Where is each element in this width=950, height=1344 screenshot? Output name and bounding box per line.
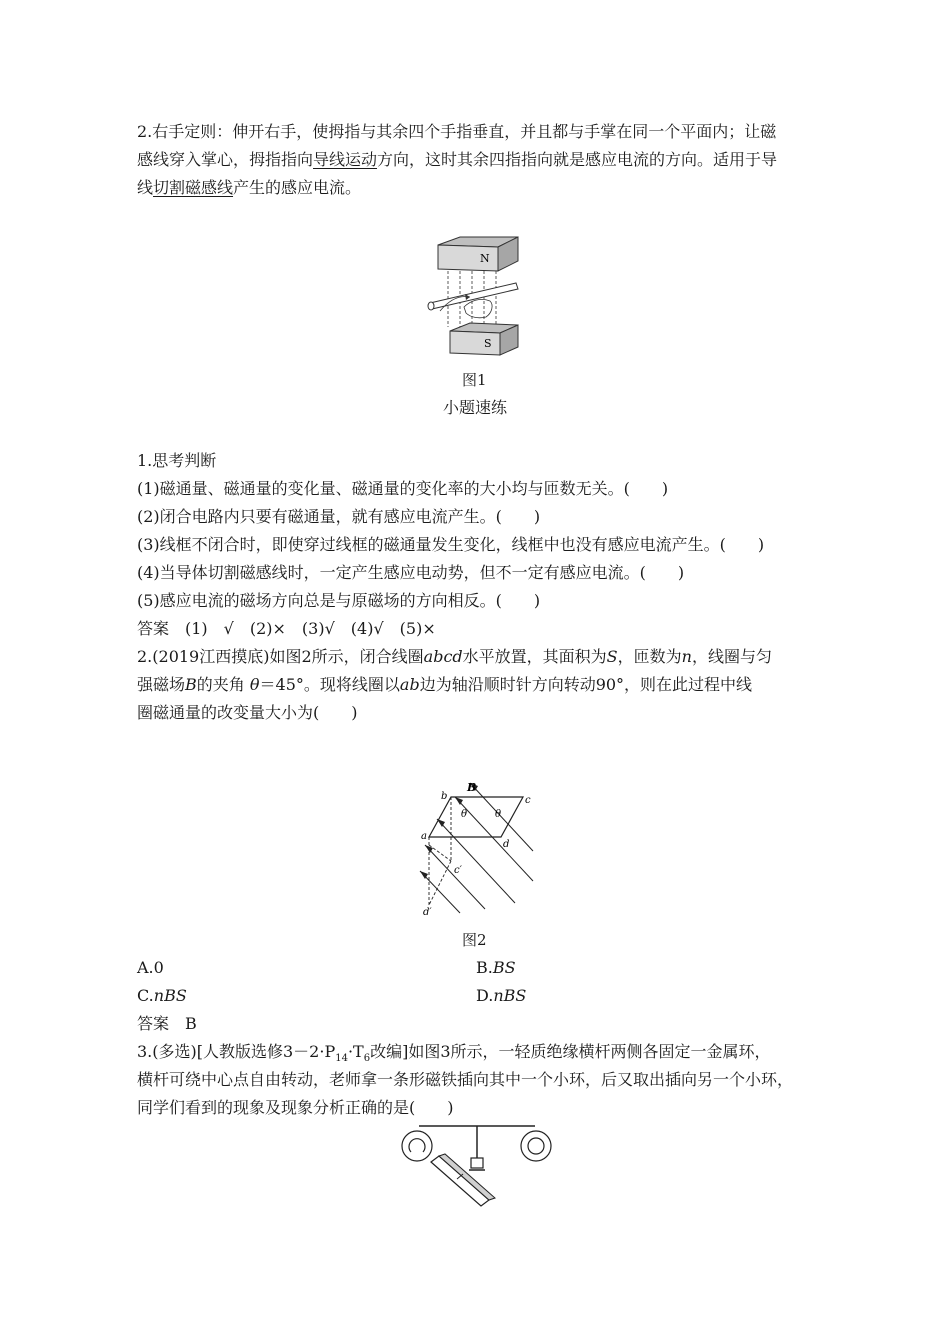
figure-3-rings-diagram xyxy=(395,1118,560,1218)
q1-title: 1.思考判断 xyxy=(137,451,217,470)
q1-item-3: (3)线框不闭合时，即使穿过线框的磁通量发生变化，线框中也没有感应电流产生。( ) xyxy=(137,535,765,554)
option-c: C.nBS xyxy=(137,986,187,1005)
figure-1-caption: 图1 xyxy=(462,371,487,389)
vertex-d-label: d xyxy=(503,839,510,850)
option-a: A.0 xyxy=(137,958,164,977)
vertex-b-label: b xyxy=(441,791,448,802)
q2-line-3: 圈磁通量的改变量大小为( ) xyxy=(137,703,358,722)
q2-answer: 答案 B xyxy=(137,1014,197,1033)
option-d: D.nBS xyxy=(476,986,527,1005)
rule-line-2: 感线穿入掌心，拇指指向导线运动方向，这时其余四指指向就是感应电流的方向。适用于导 xyxy=(137,150,778,169)
vertex-d-prime-label: d′ xyxy=(423,907,432,918)
s-pole-label: S xyxy=(484,337,492,350)
q1-item-4: (4)当导体切割磁感线时，一定产生感应电动势，但不一定有感应电流。( ) xyxy=(137,563,685,582)
underlined-term: 切割磁感线 xyxy=(153,178,234,197)
q3-line-1: 3.(多选)[人教版选修$3-2\cdot P_{14}\cdot T_6$改编]如图3所示，一轻质绝缘横杆两侧各固定一金属环， xyxy=(137,1042,771,1065)
n-pole-label: N xyxy=(480,252,490,265)
figure-2-caption: 图2 xyxy=(462,931,487,949)
q1-answer: 答案 (1) √ (2)× (3)√ (4)√ (5)× xyxy=(137,619,436,638)
underlined-term: 导线运动 xyxy=(313,150,378,169)
vertex-c-prime-label: c′ xyxy=(454,865,462,876)
rule-line-3: 线切割磁感线产生的感应电流。 xyxy=(137,178,362,197)
rule-line-1: 2.右手定则：伸开右手，使拇指与其余四个手指垂直，并且都与手掌在同一个平面内；让磁 xyxy=(137,122,777,141)
q2-line-2: 强磁场B的夹角 θ＝45°。现将线圈以ab边为轴沿顺时针方向转动90°，则在此过程中线 xyxy=(137,675,753,694)
section-title: 小题速练 xyxy=(443,398,508,417)
q3-line-3: 同学们看到的现象及现象分析正确的是( ) xyxy=(137,1098,454,1117)
q2-line-1: 2.(2019江西摸底)如图2所示，闭合线圈abcd水平放置，其面积为S，匝数为n，线圈与匀 xyxy=(137,647,772,666)
option-b: B.BS xyxy=(476,958,516,977)
q3-line-2: 横杆可绕中心点自由转动，老师拿一条形磁铁插向其中一个小环，后又取出插向另一个小环， xyxy=(137,1070,794,1089)
vertex-a-label: a xyxy=(421,831,427,842)
angle-theta-label: θ xyxy=(461,809,468,820)
q1-item-5: (5)感应电流的磁场方向总是与原磁场的方向相反。( ) xyxy=(137,591,541,610)
q1-item-2: (2)闭合电路内只要有磁通量，就有感应电流产生。( ) xyxy=(137,507,541,526)
field-label-b: B xyxy=(467,781,477,794)
vertex-c-label: c xyxy=(525,795,531,806)
q1-item-1: (1)磁通量、磁通量的变化量、磁通量的变化率的大小均与匝数无关。( ) xyxy=(137,479,669,498)
figure-1-magnet-diagram xyxy=(420,235,532,365)
angle-theta-label: θ xyxy=(495,809,502,820)
figure-2-coil-diagram xyxy=(415,775,555,920)
